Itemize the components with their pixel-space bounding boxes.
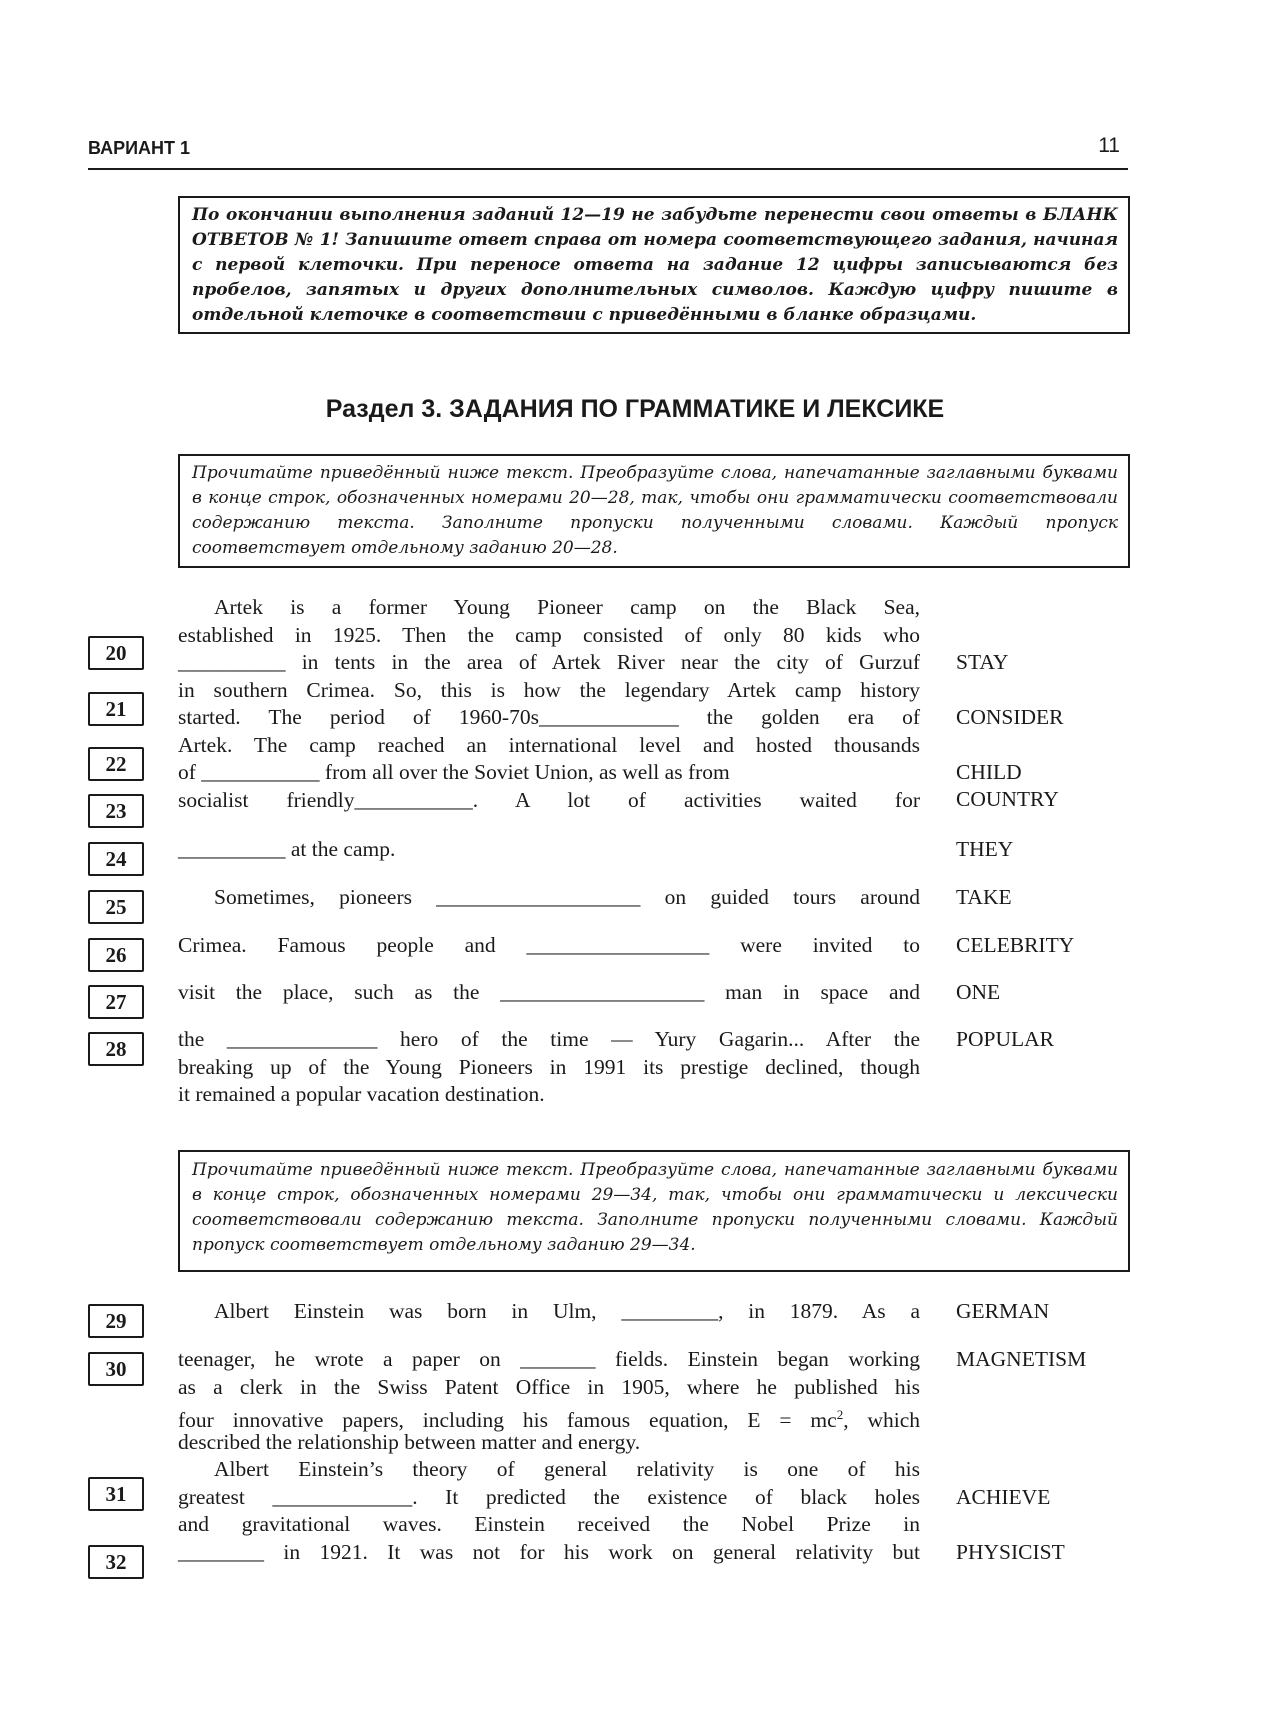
text-line: started. The period of 1960-70s_____________ the golden era of	[178, 705, 920, 729]
text-line	[178, 979, 920, 1007]
text-line	[178, 1298, 920, 1326]
text-artek-end	[178, 1026, 920, 1109]
task-number-28: 28	[88, 1032, 144, 1066]
text-line: Crimea. Famous people and _________________ were invited to	[178, 933, 920, 957]
text-line: __________ at the camp.	[178, 837, 396, 861]
task-number-23: 23	[88, 794, 144, 828]
text-line	[178, 1401, 921, 1433]
task-word-20: STAY	[956, 650, 1009, 674]
text-line: Artek. The camp reached an international level and hosted thousands	[178, 732, 920, 757]
task-number-27: 27	[88, 985, 144, 1019]
task-number-31: 31	[88, 1477, 144, 1511]
text-fragment: , which	[843, 1408, 921, 1433]
task-word-22: CHILD	[956, 760, 1022, 784]
text-line: the ______________ hero of the time — Yury Gagarin... After the	[178, 1027, 920, 1051]
task-word-27: ONE	[956, 980, 1001, 1004]
task-word-23: COUNTRY	[956, 787, 1059, 811]
text-einstein	[178, 1346, 920, 1566]
task-word-25: TAKE	[956, 885, 1012, 909]
task-number-22: 22	[88, 747, 144, 781]
text-line: Artek is a former Young Pioneer camp on the Black Sea,	[214, 595, 920, 619]
instruction-box-top: По окончании выполнения заданий 12—19 не забудьте перенести свои ответы в БЛАНК ОТВЕТОВ № 1! Запишите ответ справа от номера соответствующего задания, начиная с первой клеточки. При переносе ответа на задание 12 цифры записываются без пробелов, запятых и других дополнительных символов. Каждую цифру пишите в отдельной клеточке в соответствии с приведёнными в бланке образцами.	[178, 196, 1130, 334]
task-word-32: PHYSICIST	[956, 1540, 1065, 1564]
text-line: and gravitational waves. Einstein received the Nobel Prize in	[178, 1512, 920, 1536]
text-line: __________ in tents in the area of Artek River near the city of Gurzuf	[178, 650, 920, 674]
text-artek	[178, 594, 920, 814]
text-line: of ___________ from all over the Soviet Union, as well as from	[178, 760, 730, 784]
task-word-21: CONSIDER	[956, 705, 1064, 729]
text-line	[178, 932, 920, 960]
task-number-20: 20	[88, 636, 144, 670]
text-line: visit the place, such as the ___________________ man in space and	[178, 980, 920, 1004]
text-line: greatest _____________. It predicted the existence of black holes	[178, 1484, 920, 1509]
text-fragment: four innovative papers, including his famous equation, E = mc	[178, 1408, 837, 1433]
task-number-25: 25	[88, 890, 144, 924]
instruction-box-2: Прочитайте приведённый ниже текст. Преобразуйте слова, напечатанные заглавными буквами в конце строк, обозначенных номерами 29—34, так, чтобы они грамматически и лексически соответствовали содержанию текста. Заполните пропуски полученными словами. Каждый пропуск соответствует отдельному заданию 29—34.	[178, 1150, 1130, 1272]
task-number-29: 29	[88, 1304, 144, 1338]
task-word-30: MAGNETISM	[956, 1347, 1087, 1371]
superscript: 2	[836, 1407, 844, 1422]
task-number-30: 30	[88, 1352, 144, 1386]
task-word-28: POPULAR	[956, 1027, 1054, 1051]
text-line	[178, 884, 920, 912]
text-line: socialist friendly___________. A lot of activities waited for	[178, 787, 920, 812]
text-line: established in 1925. Then the camp consisted of only 80 kids who	[178, 622, 920, 647]
text-line: in southern Crimea. So, this is how the legendary Artek camp history	[178, 677, 920, 702]
task-number-21: 21	[88, 692, 144, 726]
task-number-24: 24	[88, 842, 144, 876]
text-line: breaking up of the Young Pioneers in 1991 its prestige declined, though	[178, 1054, 920, 1079]
task-word-24: THEY	[956, 837, 1014, 861]
task-word-31: ACHIEVE	[956, 1485, 1051, 1509]
page-header	[88, 134, 1128, 170]
text-line: described the relationship between matter and energy.	[178, 1429, 641, 1454]
text-line: as a clerk in the Swiss Patent Office in 1905, where he published his	[178, 1374, 920, 1399]
section-title: Раздел 3. ЗАДАНИЯ ПО ГРАММАТИКЕ И ЛЕКСИКЕ	[325, 395, 945, 423]
variant-label: ВАРИАНТ 1	[88, 138, 191, 158]
page-number: 11	[1098, 134, 1120, 157]
task-word-29: GERMAN	[956, 1299, 1050, 1323]
task-number-26: 26	[88, 938, 144, 972]
text-line: Sometimes, pioneers ___________________ on guided tours around	[214, 885, 920, 909]
text-line: ________ in 1921. It was not for his work on general relativity but	[178, 1539, 920, 1564]
text-line: it remained a popular vacation destination.	[178, 1082, 545, 1106]
task-number-32: 32	[88, 1545, 144, 1579]
task-word-26: CELEBRITY	[956, 933, 1075, 957]
text-line: Albert Einstein was born in Ulm, _________, in 1879. As a	[214, 1299, 920, 1323]
instruction-box-1: Прочитайте приведённый ниже текст. Преобразуйте слова, напечатанные заглавными буквами в конце строк, обозначенных номерами 20—28, так, чтобы они грамматически соответствовали содержанию текста. Заполните пропуски полученными словами. Каждый пропуск соответствует отдельному заданию 20—28.	[178, 454, 1130, 568]
text-line: Albert Einstein’s theory of general relativity is one of his	[214, 1457, 920, 1481]
text-line: teenager, he wrote a paper on _______ fields. Einstein began working	[178, 1347, 920, 1371]
